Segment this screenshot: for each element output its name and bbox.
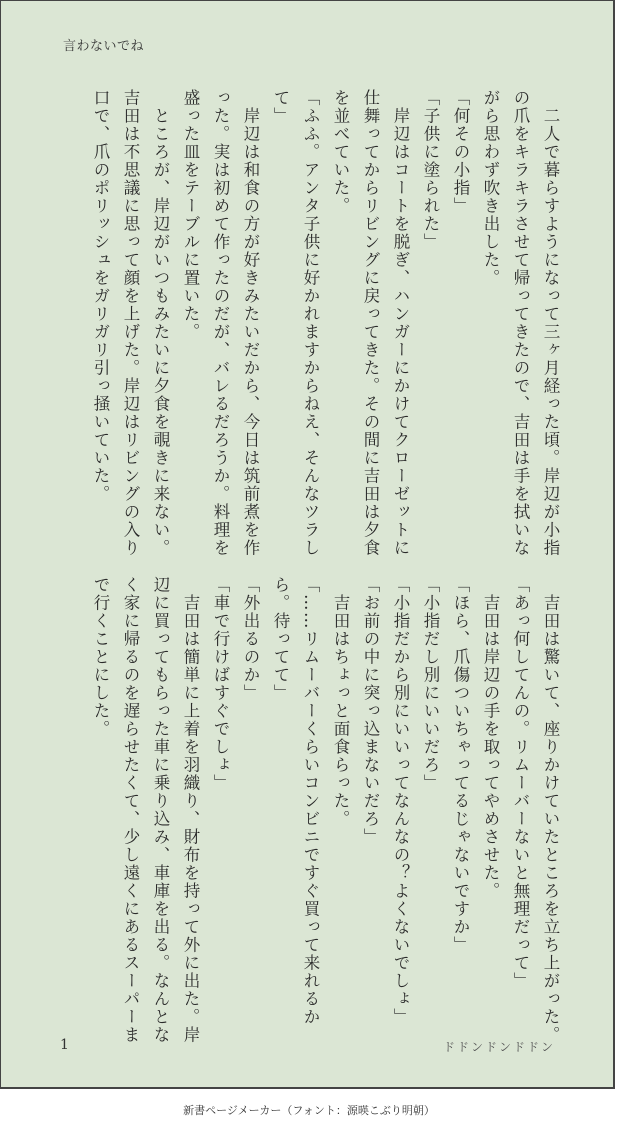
text-column-bottom — [0, 576, 565, 1046]
paragraph: 「お前の中に突っ込まないだろ」 — [361, 576, 380, 846]
paragraph: 「小指だから別にいいってなんなの？よくないでしょ」 — [391, 576, 410, 1026]
paragraph: 吉田は簡単に上着を羽織り、財布を持って外に出た。岸辺に買ってもらった車に乗り込み、車庫を出る。なんとなく家に帰るのを遅らせたくて、少し遠くにあるスーパーまで行くことにした。 — [91, 576, 200, 1044]
footer-sound-text: ドドンドンドドン — [442, 1040, 555, 1054]
paragraph: 岸辺は和食の方が好きみたいだから、今日は筑前煮を作った。実は初めて作ったのだが、バレるだろうか。料理を盛った皿をテーブルに置いた。 — [181, 89, 260, 557]
paragraph: 吉田は驚いて、座りかけていたところを立ち上がった。 — [541, 576, 560, 1044]
paragraph: 「小指だし別にいいだろ」 — [421, 576, 440, 792]
running-header-title: 言わないでね — [63, 39, 145, 54]
generator-caption: 新書ページメーカー（フォント：源暎こぶり明朝） — [183, 1104, 435, 1117]
paragraph: 「外出るのか」 — [241, 576, 260, 702]
paragraph: 「あっ何してんの。リムーバーないと無理だって」 — [511, 576, 530, 990]
page-number: 1 — [60, 1037, 69, 1053]
paragraph: 二人で暮らすようになって三ヶ月経った頃。岸辺が小指の爪をキラキラさせて帰ってきたので、吉田は手を拭いながら思わず吹き出した。 — [481, 89, 560, 557]
paragraph: 岸辺はコートを脱ぎ、ハンガーにかけてクローゼットに仕舞ってからリビングに戻ってきた。その間に吉田は夕食を並べていた。 — [331, 89, 410, 557]
paragraph: 「車で行けばすぐでしょ」 — [211, 576, 230, 792]
paragraph: 「ふふ。アンタ子供に好かれますからねえ、そんなツラして」 — [271, 89, 320, 557]
paragraph: 「子供に塗られた」 — [421, 89, 440, 251]
paragraph: 「ほら、爪傷ついちゃってるじゃないですか」 — [451, 576, 470, 954]
paragraph: 「……リムーバーくらいコンビニですぐ買って来れるから。待ってて」 — [271, 576, 320, 1026]
text-column-top — [0, 89, 565, 559]
paragraph: 吉田は岸辺の手を取ってやめさせた。 — [481, 576, 500, 900]
paragraph: ところが、岸辺がいつもみたいに夕食を覗きに来ない。吉田は不思議に思って顔を上げた。岸辺はリビングの入り口で、爪のポリッシュをガリガリ引っ掻いていた。 — [91, 89, 170, 557]
paragraph: 吉田はちょっと面食らった。 — [331, 576, 350, 828]
paragraph: 「何その小指」 — [451, 89, 470, 215]
